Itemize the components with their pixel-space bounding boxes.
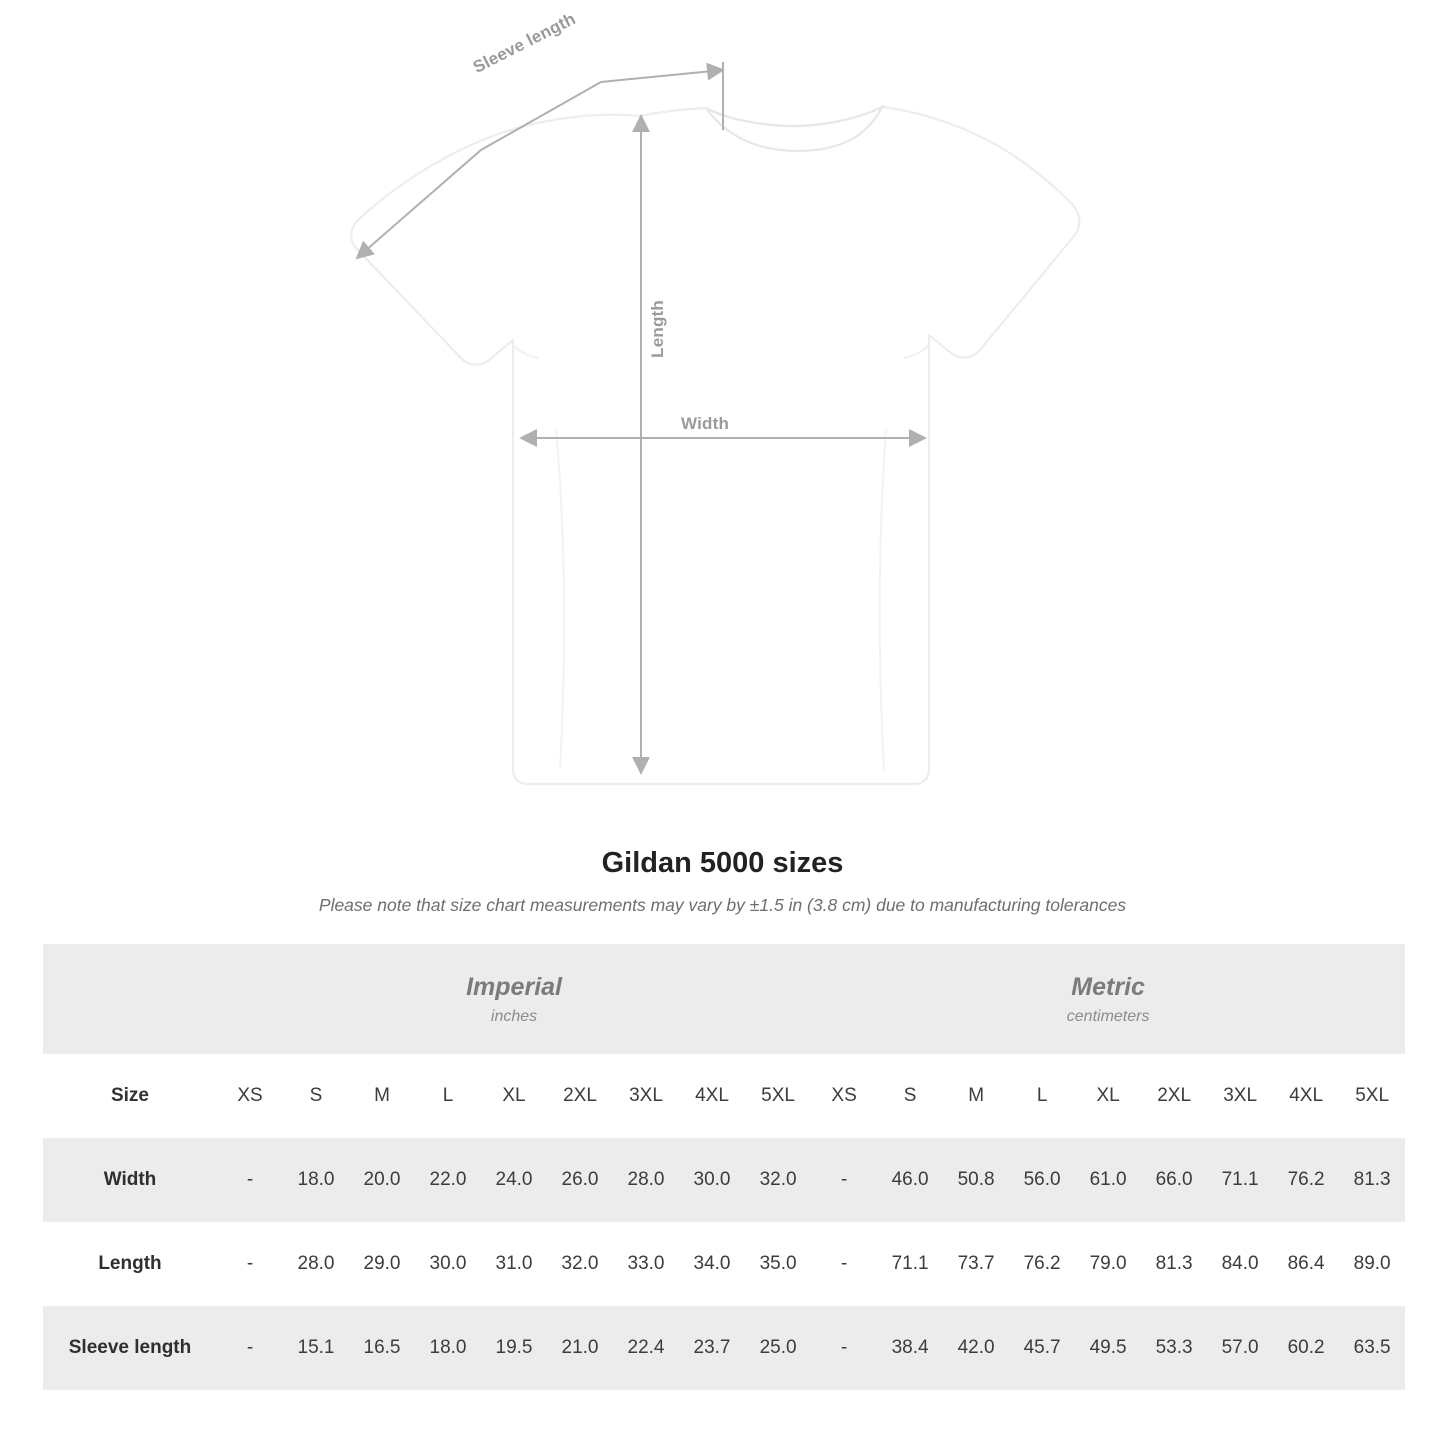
cell-width-imperial-s: 18.0: [283, 1138, 349, 1222]
length-label: Length: [648, 300, 667, 358]
table-row: [43, 1138, 1405, 1222]
cell-sleeve-metric-m: 42.0: [943, 1306, 1009, 1390]
cell-width-metric-2xl: 66.0: [1141, 1138, 1207, 1222]
cell-length-imperial-l: 30.0: [415, 1222, 481, 1306]
size-header-metric-m: M: [943, 1054, 1009, 1138]
tshirt-shape: [351, 107, 1079, 784]
cell-length-metric-xl: 79.0: [1075, 1222, 1141, 1306]
unit-name-metric: Metric: [1071, 973, 1145, 1002]
unit-header-spacer: [43, 944, 217, 1054]
tolerance-note: Please note that size chart measurements may vary by ±1.5 in (3.8 cm) due to manufacturing tolerances: [318, 894, 1127, 915]
size-header-label: Size: [43, 1054, 217, 1138]
row-label-width: Width: [43, 1138, 217, 1222]
unit-header-metric: [811, 944, 1405, 1054]
size-header-metric-4xl: 4XL: [1273, 1054, 1339, 1138]
cell-length-metric-l: 76.2: [1009, 1222, 1075, 1306]
size-header-row: [43, 1054, 1405, 1138]
cell-width-imperial-5xl: 32.0: [745, 1138, 811, 1222]
unit-sub-metric: centimeters: [1066, 1007, 1150, 1025]
size-header-imperial-2xl: 2XL: [547, 1054, 613, 1138]
title-block: [0, 846, 1445, 916]
cell-width-imperial-m: 20.0: [349, 1138, 415, 1222]
size-header-imperial-3xl: 3XL: [613, 1054, 679, 1138]
table-row: [43, 1222, 1405, 1306]
cell-sleeve-metric-l: 45.7: [1009, 1306, 1075, 1390]
size-header-imperial-l: L: [415, 1054, 481, 1138]
cell-width-metric-s: 46.0: [877, 1138, 943, 1222]
cell-length-imperial-xs: -: [217, 1222, 283, 1306]
cell-width-metric-m: 50.8: [943, 1138, 1009, 1222]
cell-sleeve-imperial-4xl: 23.7: [679, 1306, 745, 1390]
cell-sleeve-imperial-xs: -: [217, 1306, 283, 1390]
cell-length-metric-5xl: 89.0: [1339, 1222, 1405, 1306]
cell-length-imperial-3xl: 33.0: [613, 1222, 679, 1306]
size-header-imperial-m: M: [349, 1054, 415, 1138]
unit-header-row: [43, 944, 1405, 1054]
unit-name-imperial: Imperial: [466, 973, 562, 1002]
width-label: Width: [681, 414, 730, 433]
cell-length-metric-2xl: 81.3: [1141, 1222, 1207, 1306]
cell-length-metric-3xl: 84.0: [1207, 1222, 1273, 1306]
cell-sleeve-metric-xl: 49.5: [1075, 1306, 1141, 1390]
cell-sleeve-metric-4xl: 60.2: [1273, 1306, 1339, 1390]
cell-width-metric-xl: 61.0: [1075, 1138, 1141, 1222]
size-header-imperial-4xl: 4XL: [679, 1054, 745, 1138]
cell-sleeve-metric-3xl: 57.0: [1207, 1306, 1273, 1390]
cell-length-metric-4xl: 86.4: [1273, 1222, 1339, 1306]
size-header-metric-s: S: [877, 1054, 943, 1138]
cell-sleeve-metric-5xl: 63.5: [1339, 1306, 1405, 1390]
size-header-metric-xs: XS: [811, 1054, 877, 1138]
cell-width-imperial-3xl: 28.0: [613, 1138, 679, 1222]
unit-header-imperial: [217, 944, 811, 1054]
cell-width-imperial-4xl: 30.0: [679, 1138, 745, 1222]
row-label-length: Length: [43, 1222, 217, 1306]
size-header-imperial-xs: XS: [217, 1054, 283, 1138]
cell-length-imperial-5xl: 35.0: [745, 1222, 811, 1306]
size-header-imperial-xl: XL: [481, 1054, 547, 1138]
sleeve-length-label: Sleeve length: [470, 9, 579, 77]
cell-length-imperial-2xl: 32.0: [547, 1222, 613, 1306]
cell-length-imperial-4xl: 34.0: [679, 1222, 745, 1306]
cell-length-metric-s: 71.1: [877, 1222, 943, 1306]
cell-sleeve-metric-xs: -: [811, 1306, 877, 1390]
cell-sleeve-imperial-3xl: 22.4: [613, 1306, 679, 1390]
size-table-container: [43, 944, 1403, 1390]
cell-sleeve-imperial-s: 15.1: [283, 1306, 349, 1390]
cell-width-imperial-2xl: 26.0: [547, 1138, 613, 1222]
cell-sleeve-imperial-l: 18.0: [415, 1306, 481, 1390]
unit-sub-imperial: inches: [490, 1007, 538, 1025]
size-header-imperial-5xl: 5XL: [745, 1054, 811, 1138]
cell-width-imperial-l: 22.0: [415, 1138, 481, 1222]
cell-length-imperial-s: 28.0: [283, 1222, 349, 1306]
size-header-metric-5xl: 5XL: [1339, 1054, 1405, 1138]
cell-sleeve-imperial-5xl: 25.0: [745, 1306, 811, 1390]
size-header-metric-l: L: [1009, 1054, 1075, 1138]
cell-length-imperial-xl: 31.0: [481, 1222, 547, 1306]
size-header-metric-3xl: 3XL: [1207, 1054, 1273, 1138]
cell-sleeve-imperial-xl: 19.5: [481, 1306, 547, 1390]
size-chart-table: [43, 944, 1405, 1390]
cell-width-metric-3xl: 71.1: [1207, 1138, 1273, 1222]
size-header-imperial-s: S: [283, 1054, 349, 1138]
cell-width-imperial-xl: 24.0: [481, 1138, 547, 1222]
cell-sleeve-imperial-m: 16.5: [349, 1306, 415, 1390]
row-label-sleeve-length: Sleeve length: [43, 1306, 217, 1390]
table-row: [43, 1306, 1405, 1390]
cell-length-metric-m: 73.7: [943, 1222, 1009, 1306]
cell-length-metric-xs: -: [811, 1222, 877, 1306]
cell-sleeve-metric-2xl: 53.3: [1141, 1306, 1207, 1390]
cell-sleeve-metric-s: 38.4: [877, 1306, 943, 1390]
size-header-metric-xl: XL: [1075, 1054, 1141, 1138]
cell-sleeve-imperial-2xl: 21.0: [547, 1306, 613, 1390]
cell-width-metric-5xl: 81.3: [1339, 1138, 1405, 1222]
cell-length-imperial-m: 29.0: [349, 1222, 415, 1306]
cell-width-metric-4xl: 76.2: [1273, 1138, 1339, 1222]
page-title: Gildan 5000 sizes: [601, 847, 844, 879]
cell-width-metric-l: 56.0: [1009, 1138, 1075, 1222]
cell-width-metric-xs: -: [811, 1138, 877, 1222]
size-header-metric-2xl: 2XL: [1141, 1054, 1207, 1138]
cell-width-imperial-xs: -: [217, 1138, 283, 1222]
